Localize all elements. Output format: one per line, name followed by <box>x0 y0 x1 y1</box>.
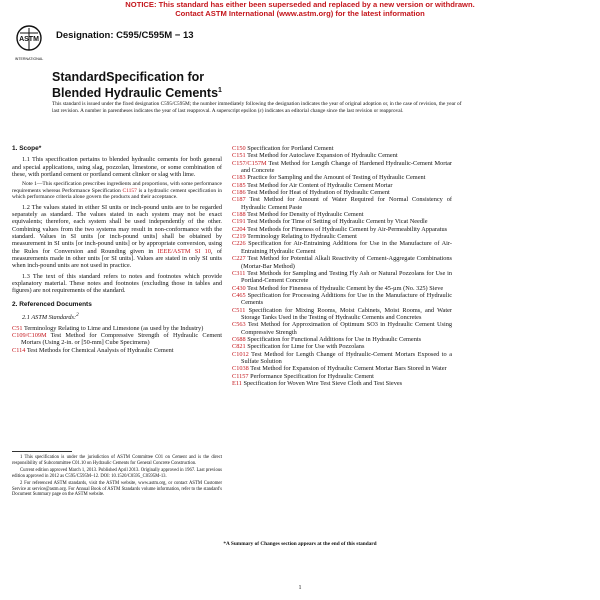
reference-item <box>232 152 452 159</box>
reference-code-link[interactable]: C563 <box>232 321 246 329</box>
reference-item <box>232 218 452 225</box>
link-ieee-astm-si10[interactable]: IEEE/ASTM SI 10 <box>157 247 211 255</box>
notice-line-2: Contact ASTM International (www.astm.org) for the latest information <box>175 9 425 18</box>
reference-code-link[interactable]: C1038 <box>232 365 249 373</box>
title-line-2: Blended Hydraulic Cements$^1$ <box>52 86 222 101</box>
reference-code-link[interactable]: C157/C157M <box>232 159 267 167</box>
left-reference-list <box>12 325 222 354</box>
reference-title: Specification for Portland Cement <box>245 145 334 152</box>
notice-line-1: NOTICE: This standard has either been superseded and replaced by a new version or withdrawn. <box>125 0 475 9</box>
reference-code-link[interactable]: C151 <box>232 152 246 160</box>
right-reference-list <box>232 145 452 387</box>
reference-code-link[interactable]: C109/C109M <box>12 331 47 339</box>
astm-logo <box>14 24 44 66</box>
reference-code-link[interactable]: C226 <box>232 240 246 248</box>
reference-code-link[interactable]: E11 <box>232 380 242 387</box>
reference-title: Test Method for Expansion of Hydraulic Cement Mortar Bars Stored in Water <box>248 365 447 373</box>
reference-title: Specification for Functional Additions for Use in Hydraulic Cements <box>245 335 422 343</box>
reference-item <box>232 380 452 387</box>
logo-text: ASTM <box>19 36 39 43</box>
reference-item <box>232 336 452 343</box>
reference-title: Test Method for Length Change of Hydraulic-Cement Mortars Exposed to a Sulfate Solution <box>241 350 452 365</box>
reference-title: Test Method for Length Change of Hardened Hydraulic-Cement Mortar and Concrete <box>241 159 452 175</box>
reference-title: Specification for Processing Additions for Use in the Manufacture of Hydraulic Cements <box>241 291 452 307</box>
reference-title: Test Methods for Time of Setting of Hydraulic Cement by Vicat Needle <box>245 218 428 226</box>
reference-title: Performance Specification for Hydraulic Cement <box>248 372 374 380</box>
reference-code-link[interactable]: C191 <box>232 218 246 226</box>
reference-item <box>232 174 452 181</box>
reference-item <box>232 343 452 350</box>
footnote-1: 1 This specification is under the jurisdiction of ASTM Committee C01 on Cement and is the direct responsibility of Subcommittee C01.10 on Hydraulic Cements for General Concrete Construction. <box>12 455 222 466</box>
reference-item <box>232 321 452 336</box>
reference-title: Specification for Mixing Rooms, Moist Cabinets, Moist Rooms, and Water Storage Tanks Used in the Testing of Hydraulic Cements and Concretes <box>241 306 452 321</box>
footnote-rule <box>12 451 72 452</box>
footnotes <box>12 455 222 499</box>
reference-code-link[interactable]: C183 <box>232 174 246 182</box>
reference-title: Test Method for Compressive Strength of Hydraulic Cement Mortars (Using 2-in. or [50-mm] Cube Specimens) <box>21 331 222 347</box>
reference-code-link[interactable]: C430 <box>232 284 246 292</box>
reference-code-link[interactable]: C186 <box>232 189 246 197</box>
reference-title: Practice for Sampling and the Amount of Testing of Hydraulic Cement <box>245 174 426 182</box>
scope-heading: 1. Scope* <box>12 145 42 152</box>
reference-title: Specification for Air-Entraining Additions for Use in the Manufacture of Air-Entraining Hydraulic Cement <box>241 240 452 255</box>
refdocs-heading: 2. Referenced Documents <box>12 300 92 308</box>
reference-code-link[interactable]: C185 <box>232 181 246 189</box>
reference-item <box>232 351 452 366</box>
reference-item <box>232 211 452 218</box>
reference-code-link[interactable]: C465 <box>232 291 246 299</box>
reference-title: Test Method for Fineness of Hydraulic Cement by the 45-µm (No. 325) Sieve <box>245 284 444 292</box>
reference-code-link[interactable]: C821 <box>232 343 246 351</box>
reference-title: Test Method for Approximation of Optimum SO3 in Hydraulic Cement Using Compressive Strength <box>241 321 452 336</box>
title-footnote-mark: 1 <box>218 87 222 94</box>
reference-code-link[interactable]: C311 <box>232 269 246 277</box>
footnote-1-edition: Current edition approved March 1, 2013. Published April 2013. Originally approved in 1967. Last previous edition approved in 2012 as C595/C595M–12. DOI: 10.1520/C0595_C0595M-13. <box>12 467 222 479</box>
link-c1157[interactable]: C1157 <box>122 187 137 194</box>
reference-code-link[interactable]: C187 <box>232 196 246 204</box>
reference-code-link[interactable]: C219 <box>232 233 246 241</box>
reference-title: Test Methods for Fineness of Hydraulic Cement by Air-Permeability Apparatus <box>245 225 448 233</box>
reference-item <box>232 240 452 255</box>
reference-item <box>232 145 452 152</box>
reference-code-link[interactable]: C688 <box>232 335 246 343</box>
reference-title: Test Methods for Chemical Analysis of Hydraulic Cement <box>25 346 174 354</box>
reference-title: Test Methods for Sampling and Testing Fly Ash or Natural Pozzolans for Use in Portland-Cement Concrete <box>241 269 452 285</box>
reference-title: Test Method for Autoclave Expansion of Hydraulic Cement <box>245 152 398 160</box>
note-1: Note 1—This specification prescribes ingredients and proportions, with some performance requirements whereas Performance Specification C1157 is a hydraulic cement specification in which performance criteria alone govern the products and their acceptance. <box>12 181 223 201</box>
reference-title: Specification for Woven Wire Test Sieve Cloth and Test Sieves <box>241 380 403 387</box>
summary-of-changes-note: *A Summary of Changes section appears at the end of this standard <box>223 541 377 547</box>
reference-code-link[interactable]: C1012 <box>232 350 249 358</box>
issuance-statement: This standard is issued under the fixed designation C595/C595M; the number immediately following the designation indicates the year of original adoption or, in the case of revision, the year of last revision. A number in parentheses indicates the year of last reapproval. A superscript epsilon (ε) indicates an editorial change since the last revision or reapproval. <box>52 101 462 114</box>
reference-item <box>232 255 452 270</box>
reference-code-link[interactable]: C1157 <box>232 372 249 380</box>
reference-item <box>232 285 452 292</box>
reference-item <box>232 189 452 196</box>
reference-item <box>12 325 222 332</box>
reference-item <box>232 182 452 189</box>
reference-item <box>232 196 452 211</box>
title-line-1: StandardSpecification for <box>52 70 205 84</box>
reference-title: Test Method for Amount of Water Required for Normal Consistency of Hydraulic Cement Paste <box>241 196 452 211</box>
reference-item <box>232 365 452 372</box>
logo-subtext: INTERNATIONAL <box>14 57 44 61</box>
scope-1-1: 1.1 This specification pertains to blended hydraulic cements for both general and special applications, using slag, pozzolan, limestone, or some combination of these, with portland cement or portland cement clinker or slag with lime. <box>12 156 222 179</box>
reference-title: Terminology Relating to Lime and Limestone (as used by the Industry) <box>22 324 204 332</box>
astm-standards-subhead: 2.1 ASTM Standards:$^2$ <box>22 312 79 322</box>
reference-code-link[interactable]: C114 <box>12 346 26 354</box>
supersession-notice <box>0 0 600 18</box>
reference-item <box>232 270 452 285</box>
reference-code-link[interactable]: C188 <box>232 211 246 219</box>
reference-code-link[interactable]: C511 <box>232 306 246 314</box>
reference-title: Terminology Relating to Hydraulic Cement <box>245 233 357 241</box>
reference-item <box>232 226 452 233</box>
reference-code-link[interactable]: C150 <box>232 145 246 152</box>
reference-item <box>232 307 452 322</box>
document-title <box>52 70 352 100</box>
reference-item <box>232 160 452 175</box>
reference-title: Specification for Lime for Use with Pozzolans <box>245 343 365 351</box>
reference-item <box>232 373 452 380</box>
reference-code-link[interactable]: C204 <box>232 225 246 233</box>
page-number: 1 <box>298 585 302 591</box>
reference-code-link[interactable]: C227 <box>232 255 246 263</box>
scope-1-3: 1.3 The text of this standard refers to notes and footnotes which provide explanatory material. These notes and footnotes (excluding those in tables and figures) are not requirements of the standard. <box>12 272 222 295</box>
reference-title: Test Method for Potential Alkali Reactivity of Cement-Aggregate Combinations (Mortar-Bar Method) <box>241 255 452 270</box>
footnote-2: 2 For referenced ASTM standards, visit the ASTM website, www.astm.org, or contact ASTM Customer Service at service@astm.org. For Annual Book of ASTM Standards volume information, refer to the standard's Document Summary page on the ASTM website. <box>12 480 222 498</box>
reference-title: Test Method for Heat of Hydration of Hydraulic Cement <box>245 189 390 197</box>
designation: Designation: C595/C595M − 13 <box>56 30 194 41</box>
reference-title: Test Method for Density of Hydraulic Cement <box>245 211 364 219</box>
reference-item <box>232 233 452 240</box>
reference-item <box>232 292 452 307</box>
reference-code-link[interactable]: C51 <box>12 324 23 332</box>
reference-title: Test Method for Air Content of Hydraulic Cement Mortar <box>245 181 393 189</box>
scope-1-2: 1.2 The values stated in either SI units or inch-pound units are to be regarded separately as standard. The values stated in each system may not be exact equivalents; therefore, each system shall be used independently of the other. Combining values from the two systems may result in non-conformance with the standard. Values in SI units [or inch-pound units] shall be obtained by measurement in SI units [or inch-pound units] or by appropriate conversion, using the Rules for Conversion and Rounding given in IEEE/ASTM SI 10, of measurements made in other units [or SI units]. Values are stated in only SI units when inch-pound units are not used in practice. <box>12 203 222 270</box>
left-column <box>12 145 222 354</box>
reference-item <box>12 332 222 347</box>
reference-item <box>12 347 222 354</box>
